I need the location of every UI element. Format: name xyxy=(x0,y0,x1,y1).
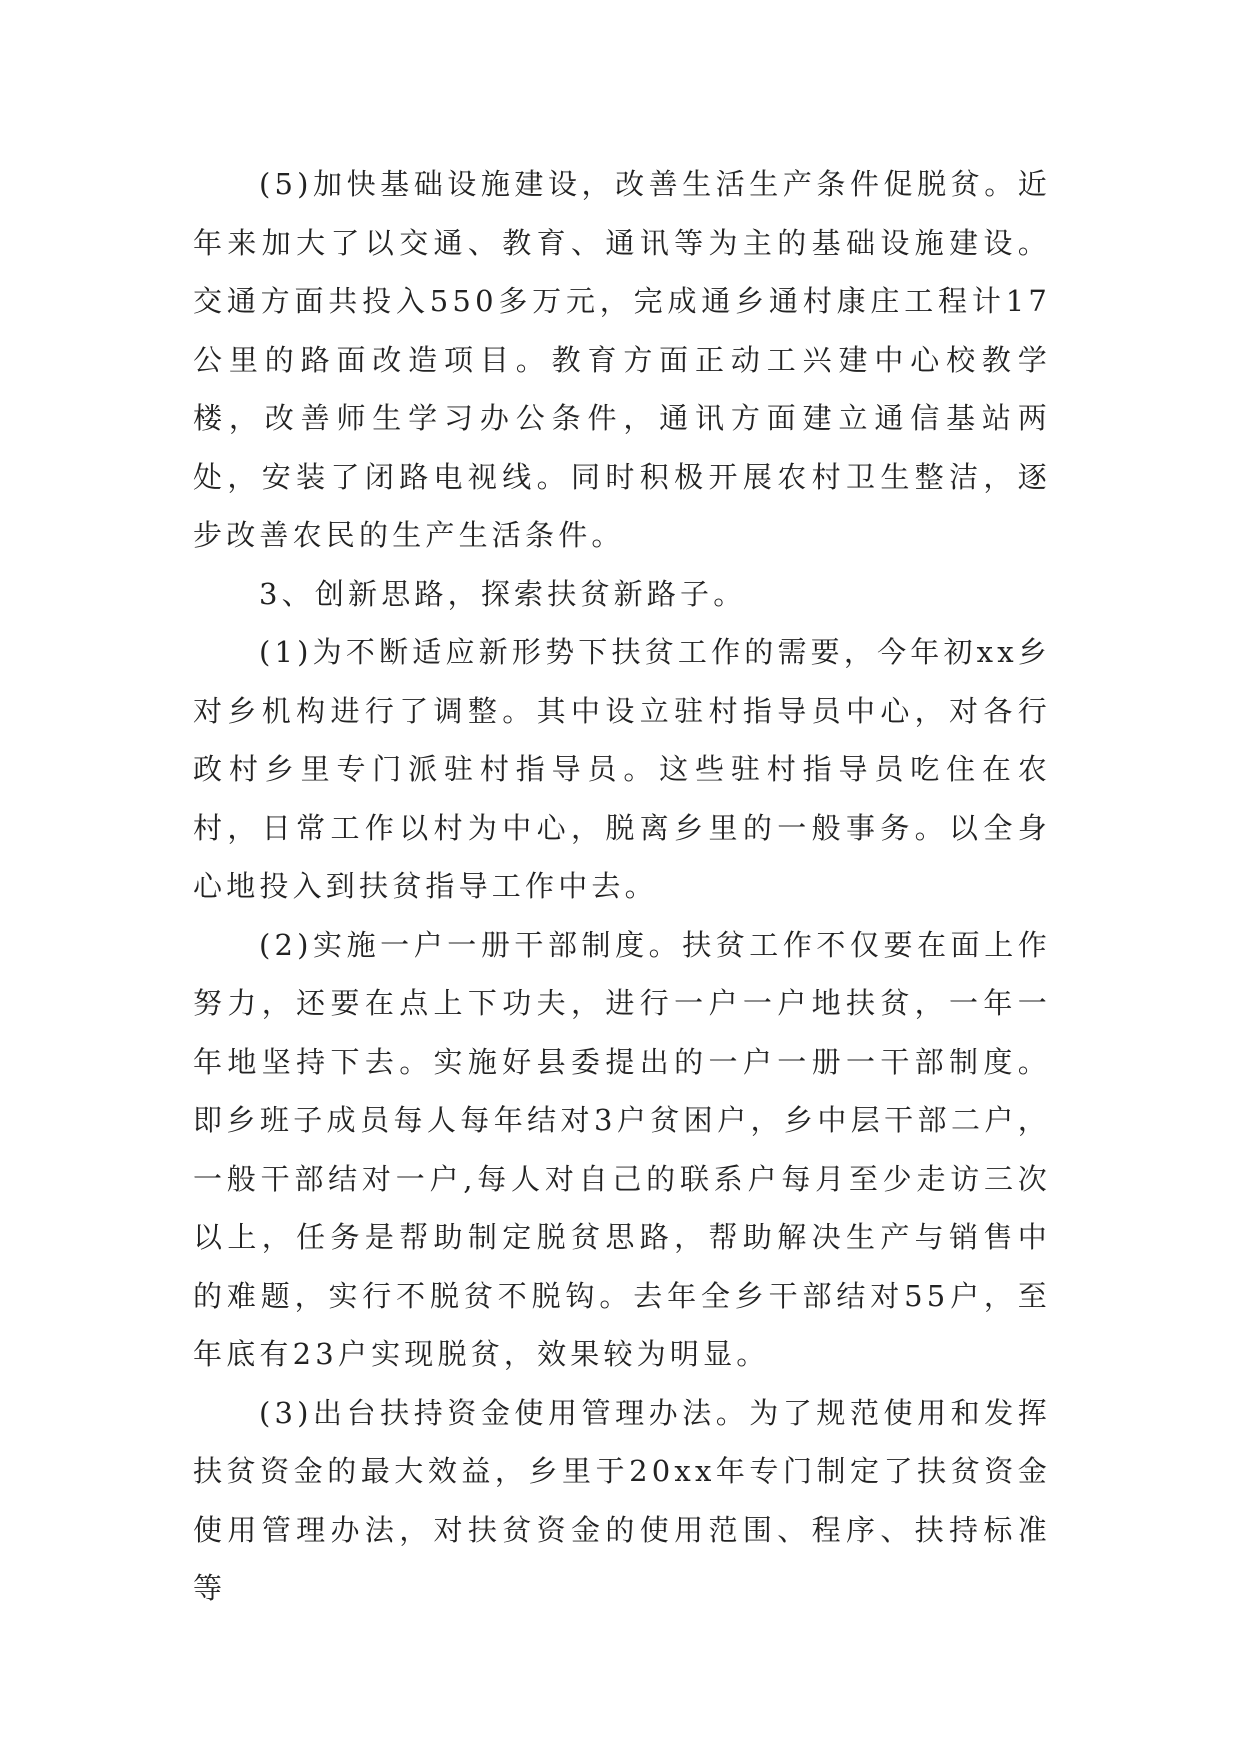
paragraph-institution-adjustment: (1)为不断适应新形势下扶贫工作的需要，今年初xx乡对乡机构进行了调整。其中设立驻村指导员中心，对各行政村乡里专门派驻村指导员。这些驻村指导员吃住在农村，日常工作以村为中心，脱离乡里的一般事务。以全身心地投入到扶贫指导工作中去。 xyxy=(193,635,1051,903)
paragraph-cadre-system: (2)实施一户一册干部制度。扶贫工作不仅要在面上作努力，还要在点上下功夫，进行一户一户地扶贫，一年一年地坚持下去。实施好县委提出的一户一册一干部制度。即乡班子成员每人每年结对3户贫困户，乡中层干部二户，一般干部结对一户,每人对自己的联系户每月至少走访三次以上，任务是帮助制定脱贫思路，帮助解决生产与销售中的难题，实行不脱贫不脱钩。去年全乡干部结对55户，至年底有23户实现脱贫，效果较为明显。 xyxy=(193,927,1051,1371)
paragraph-fund-management: (3)出台扶持资金使用管理办法。为了规范使用和发挥扶贫资金的最大效益，乡里于20xx年专门制定了扶贫资金使用管理办法，对扶贫资金的使用范围、程序、扶持标准等 xyxy=(193,1395,1051,1605)
section-heading-innovation: 3、创新思路，探索扶贫新路子。 xyxy=(259,576,747,611)
document-page xyxy=(193,155,1051,1618)
paragraph-infrastructure: (5)加快基础设施建设，改善生活生产条件促脱贫。近年来加大了以交通、教育、通讯等为主的基础设施建设。交通方面共投入550多万元，完成通乡通村康庄工程计17公里的路面改造项目。教育方面正动工兴建中心校教学楼，改善师生学习办公条件，通讯方面建立通信基站两处，安装了闭路电视线。同时积极开展农村卫生整洁，逐步改善农民的生产生活条件。 xyxy=(193,167,1051,552)
